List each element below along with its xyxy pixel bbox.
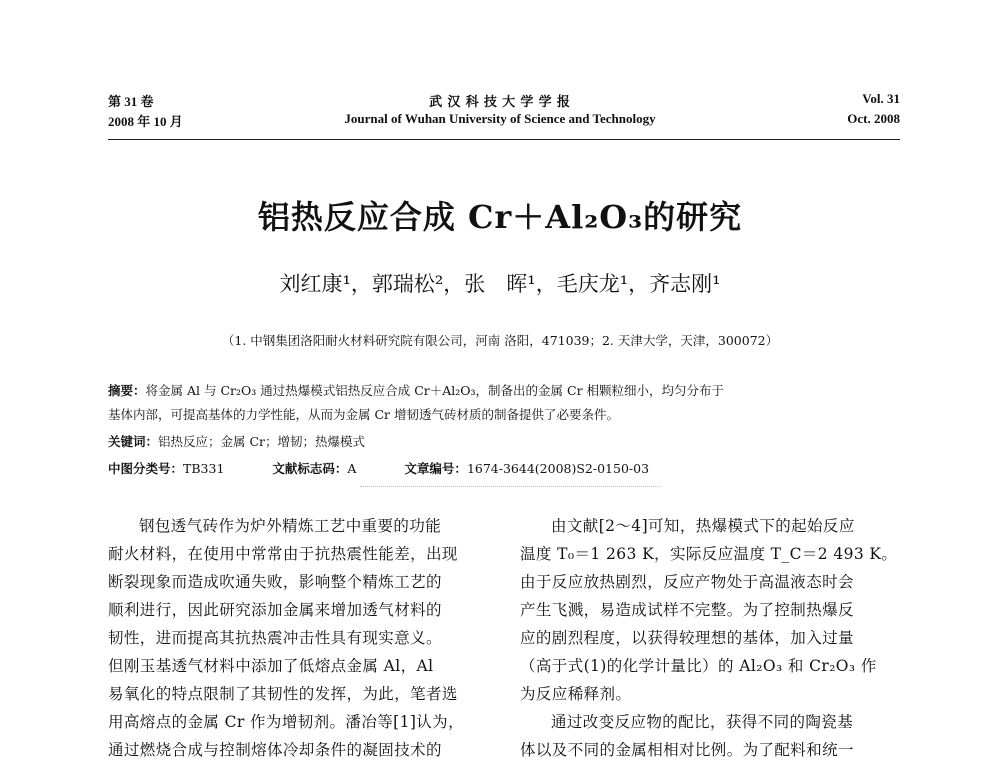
header-journal-cn: 武 汉 科 技 大 学 学 报: [429, 94, 571, 109]
body-line: 断裂现象而造成吹通失败，影响整个精炼工艺的: [108, 573, 442, 591]
body-line: 由于反应放热剧烈，反应产物处于高温液态时会: [520, 573, 854, 591]
body-left-column: [108, 512, 488, 764]
doc-code-value: A: [347, 461, 357, 476]
section-divider: [360, 486, 660, 487]
body-line: 耐火材料，在使用中常常由于抗热震性能差，出现: [108, 545, 458, 563]
abstract-line-2: 基体内部，可提高基体的力学性能，从而为金属 Cr 增韧透气砖材质的制备提供了必要条件。: [108, 407, 619, 422]
header-volume-en: Vol. 31: [862, 91, 900, 106]
body-line: 韧性，进而提高其抗热震冲击性具有现实意义。: [108, 629, 442, 647]
body-line: 产生飞溅，易造成试样不完整。为了控制热爆反: [520, 601, 854, 619]
body-line: 由文献[2～4]可知，热爆模式下的起始反应: [551, 517, 855, 535]
body-line: 体以及不同的金属相相对比例。为了配料和统一: [520, 741, 854, 759]
abstract: [108, 381, 724, 399]
body-line: 为反应稀释剂。: [520, 685, 632, 703]
body-right-column: [520, 512, 900, 764]
keywords: [108, 432, 365, 450]
body-line: 通过改变反应物的配比，获得不同的陶瓷基: [551, 713, 854, 731]
body-line: 钢包透气砖作为炉外精炼工艺中重要的功能: [139, 517, 442, 535]
clc-value: TB331: [183, 461, 225, 476]
body-line: 应的剧烈程度，以获得较理想的基体，加入过量: [520, 629, 854, 647]
body-line: （高于式(1)的化学计量比）的 Al₂O₃ 和 Cr₂O₃ 作: [520, 657, 877, 675]
paper-title: 铝热反应合成 Cr＋Al₂O₃的研究: [257, 198, 743, 236]
body-line: 用高熔点的金属 Cr 作为增韧剂。潘冶等[1]认为，: [108, 713, 464, 731]
header-journal-en: Journal of Wuhan University of Science and Technology: [344, 111, 656, 126]
keywords-label: 关键词：: [108, 434, 159, 449]
body-line: 但刚玉基透气材料中添加了低熔点金属 Al，Al: [108, 657, 434, 675]
author-list: 刘红康¹，郭瑞松²，张 晖¹，毛庆龙¹，齐志刚¹: [279, 272, 721, 296]
body-line: 顺利进行，因此研究添加金属来增加透气材料的: [108, 601, 442, 619]
body-line: 易氧化的特点限制了其韧性的发挥，为此，笔者选: [108, 685, 458, 703]
abstract-label: 摘要：: [108, 383, 146, 398]
header-volume-cn: 第 31 卷: [108, 94, 154, 109]
header-date-en: Oct. 2008: [847, 111, 900, 126]
body-line: 温度 T₀＝1 263 K，实际反应温度 T_C＝2 493 K。: [520, 545, 898, 563]
keywords-text: 铝热反应；金属 Cr；增韧；热爆模式: [158, 434, 366, 449]
header-rule: [108, 139, 900, 140]
body-line: 通过燃烧合成与控制熔体冷却条件的凝固技术的: [108, 741, 442, 759]
clc-label: 中图分类号：: [108, 461, 184, 476]
doc-code-label: 文献标志码：: [272, 461, 348, 476]
affiliation: （1. 中钢集团洛阳耐火材料研究院有限公司，河南 洛阳，471039；2. 天津大学，天津，300072）: [221, 333, 779, 348]
header-date-cn: 2008 年 10 月: [108, 114, 183, 129]
article-number-value: 1674-3644(2008)S2-0150-03: [466, 461, 650, 476]
article-number-label: 文章编号：: [404, 461, 467, 476]
abstract-line-1: 将金属 Al 与 Cr₂O₃ 通过热爆模式铝热反应合成 Cr＋Al₂O₃，制备出的金属 Cr 相颗粒细小，均匀分布于: [145, 383, 725, 398]
classification-line: [108, 459, 649, 477]
